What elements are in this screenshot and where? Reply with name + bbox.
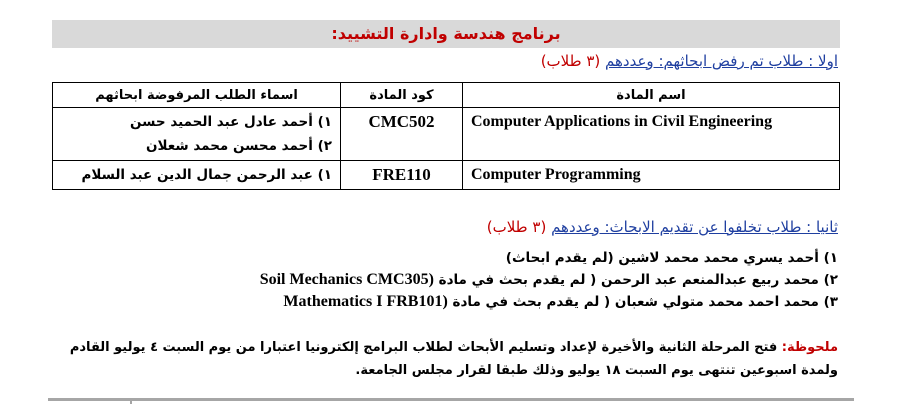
section-1-count: (٣ طلاب): [540, 52, 601, 70]
note-label: ملحوظة:: [781, 340, 838, 355]
header-course-name: اسم المادة: [463, 83, 840, 108]
section-1-title: اولا : طلاب تم رفض ابحاثهم: [663, 52, 838, 70]
note-text: فتح المرحلة الثانية والأخيرة لإعداد وتسليم الأبحاث لطلاب البرامج إلكترونيا اعتبارا من يوم السبت ٤ يوليو القادم ولمدة اسبوعين تنتهى يوم السبت ١٨ يوليو وذلك طبقا لقرار مجلس الجامعة.: [69, 340, 838, 378]
program-title-banner: [52, 20, 840, 48]
item-text: محمد احمد محمد متولي شعبان ( لم يقدم بحث في مادة: [452, 294, 819, 310]
course-name-cell: Computer Applications in Civil Engineering: [463, 108, 840, 161]
rejected-research-table: [52, 82, 840, 190]
section-2-heading: [487, 218, 838, 236]
header-student-names: اسماء الطلب المرفوضة ابحاثهم: [53, 83, 341, 108]
course-name-cell: Computer Programming: [463, 161, 840, 190]
student-name: ١) أحمد عادل عبد الحميد حسن: [130, 114, 332, 130]
note-paragraph: [52, 336, 838, 382]
item-text: أحمد يسري محمد محمد لاشين (لم يقدم ابحاث): [505, 250, 819, 266]
student-names-cell: [53, 108, 341, 161]
list-item: [260, 247, 838, 269]
section-1-count-prefix: : وعددهم: [605, 52, 664, 70]
list-item: [260, 291, 838, 313]
program-title: برنامج هندسة وادارة التشييد:: [331, 24, 561, 43]
item-text: محمد ربيع عبدالمنعم عبد الرحمن ( لم يقدم بحث في مادة: [438, 272, 819, 288]
item-number: ٢): [823, 272, 838, 288]
footer-divider: [48, 398, 854, 401]
footer-divider-tick: [130, 398, 132, 404]
section-2-count: (٣ طلاب): [486, 218, 547, 236]
table-header-row: [53, 83, 840, 108]
course-code-cell: FRE110: [341, 161, 463, 190]
table-row: [53, 108, 840, 161]
section-2-count-prefix: : وعددهم: [551, 218, 610, 236]
table-row: [53, 161, 840, 190]
student-names-cell: [53, 161, 341, 190]
header-course-code: كود المادة: [341, 83, 463, 108]
section-2-title: ثانيا : طلاب تخلفوا عن تقديم الابحاث: [609, 218, 838, 236]
course-code-cell: CMC502: [341, 108, 463, 161]
item-number: ٣): [823, 294, 838, 310]
missing-research-list: [260, 247, 838, 313]
section-1-heading: [541, 52, 838, 70]
student-name: ١) عبد الرحمن جمال الدين عبد السلام: [81, 167, 332, 183]
student-name: ٢) أحمد محسن محمد شعلان: [145, 138, 332, 154]
list-item: [260, 269, 838, 291]
item-course: Mathematics I FRB101): [283, 293, 448, 310]
item-number: ١): [823, 250, 838, 266]
item-course: Soil Mechanics CMC305): [259, 271, 434, 288]
